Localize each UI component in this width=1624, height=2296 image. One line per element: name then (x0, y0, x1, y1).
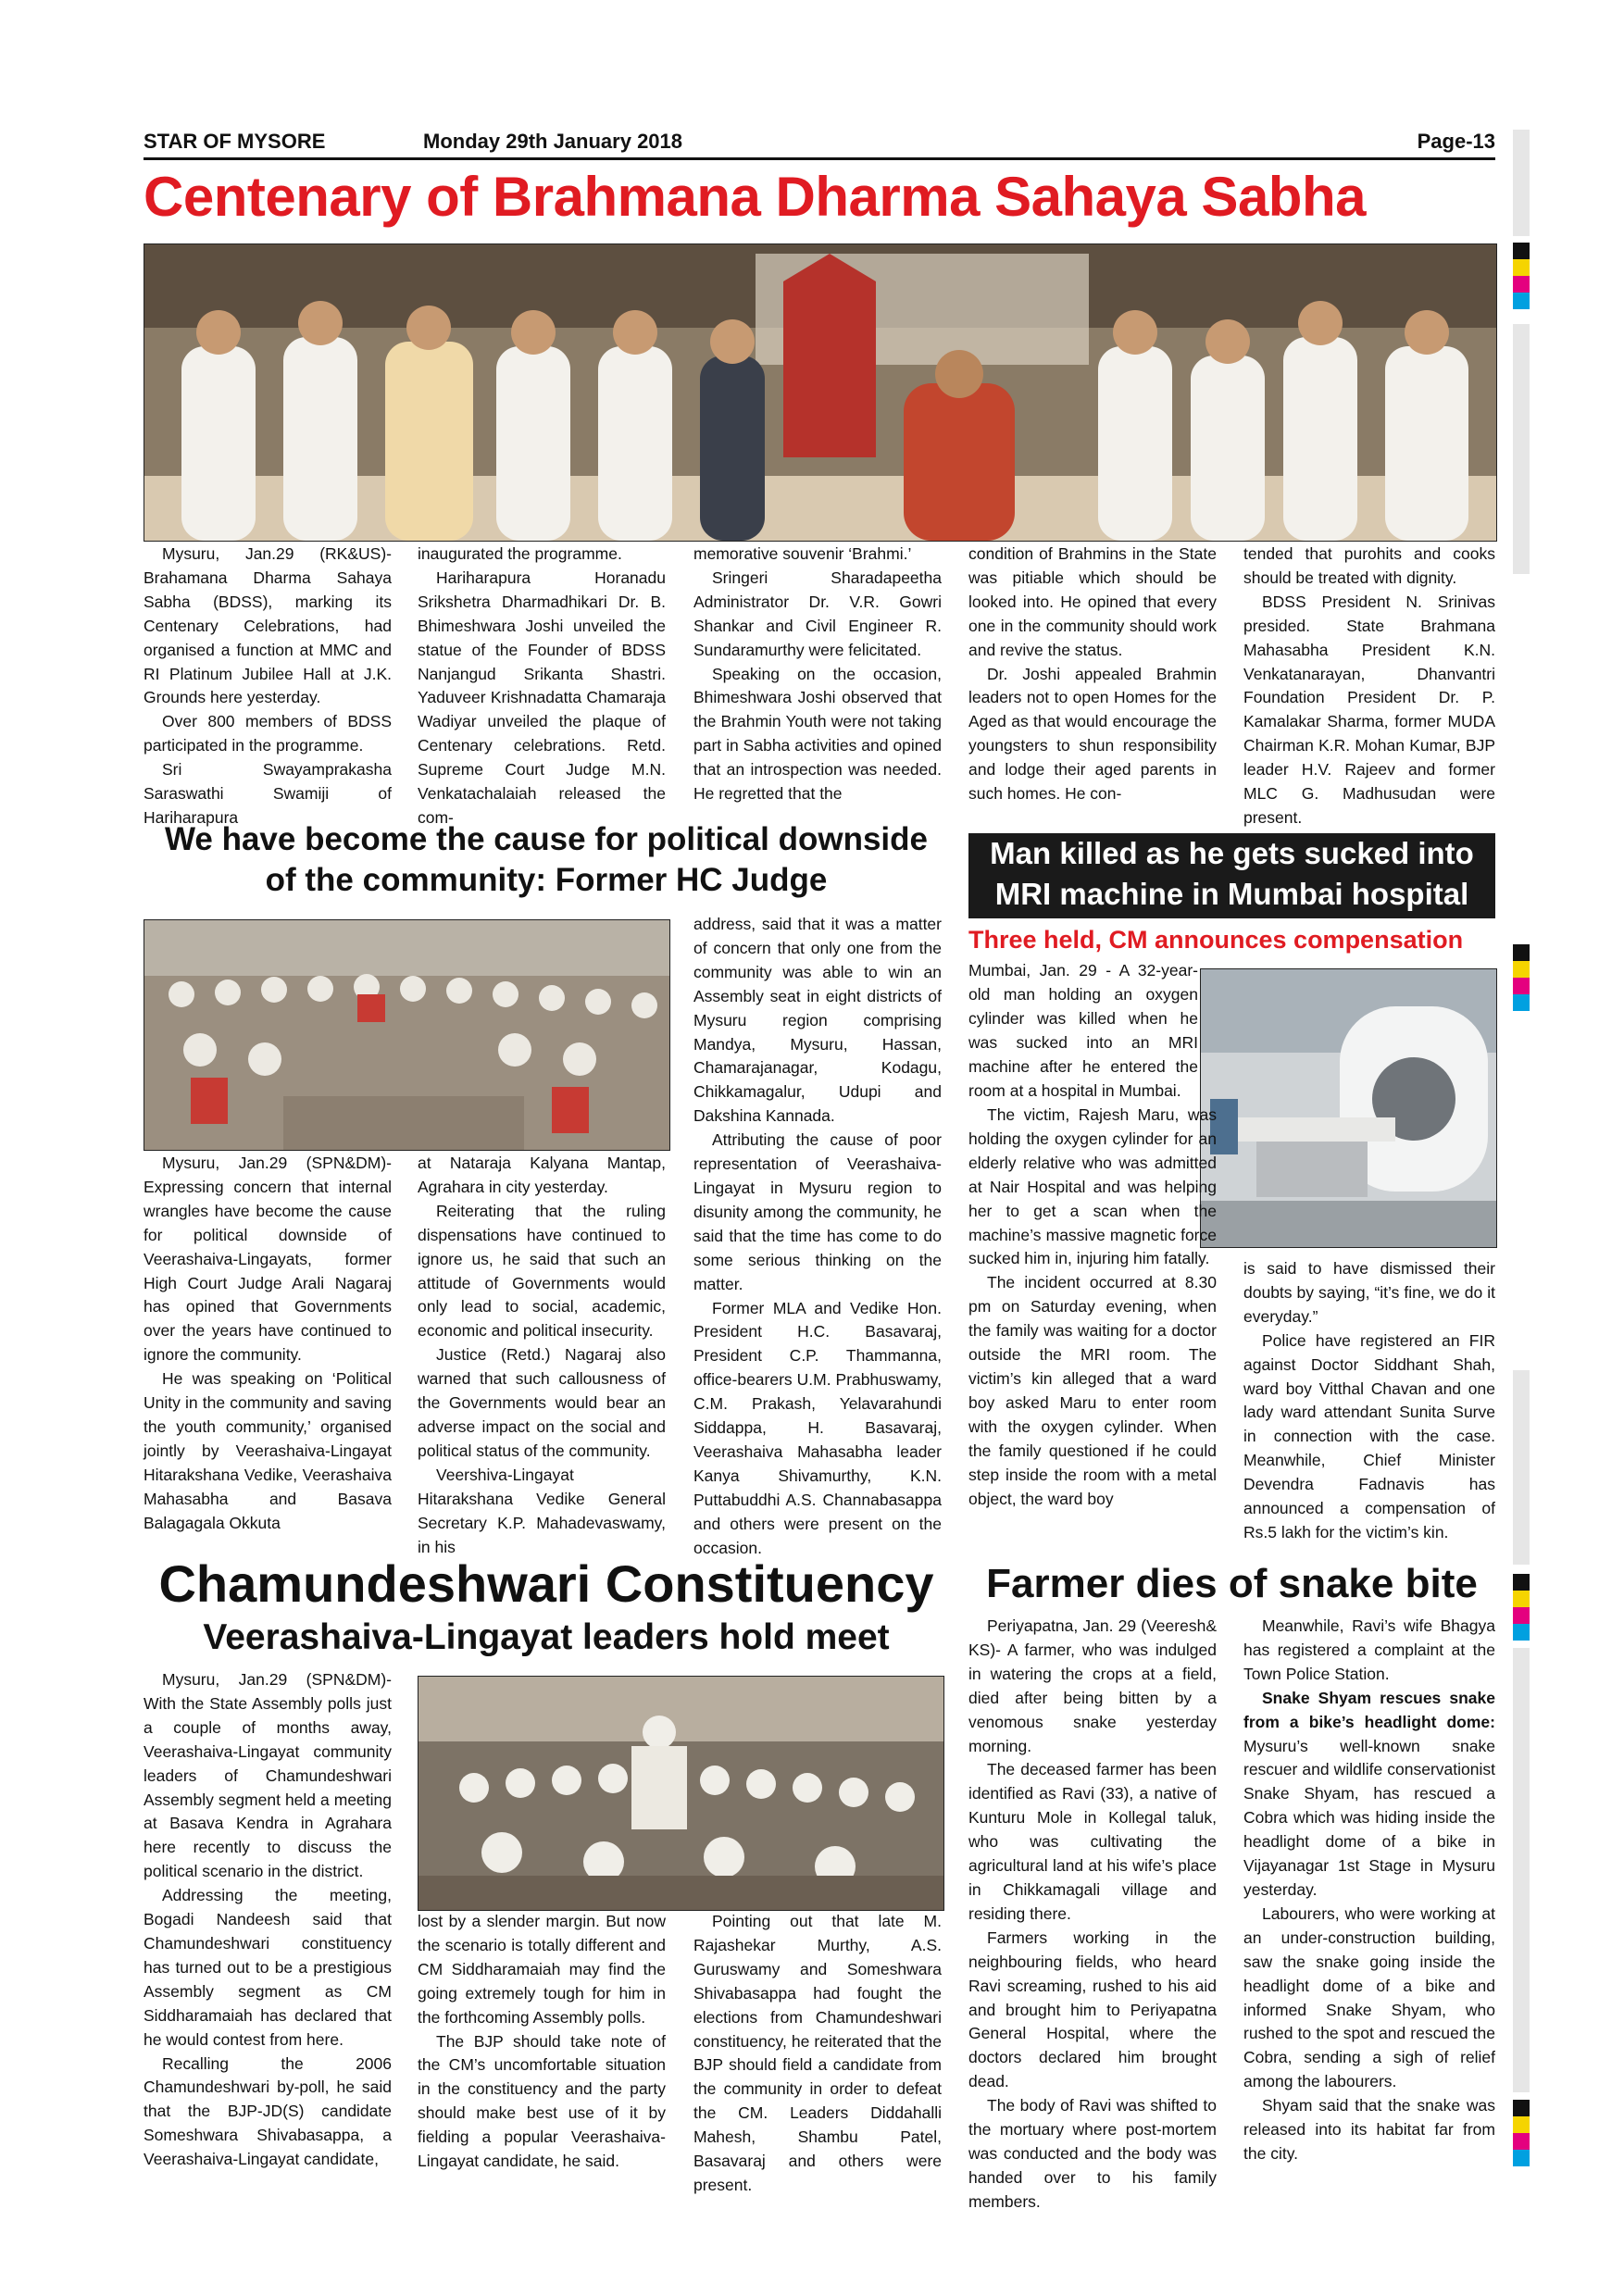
mri-machine-photo (1200, 968, 1497, 1248)
story5-p: Shyam said that the snake was released into its habitat far from the city. (1243, 2096, 1495, 2163)
story3-col2 (1243, 1257, 1495, 1545)
mri-photo-illustration (1201, 969, 1496, 1247)
masthead-rule (144, 157, 1495, 160)
story3-p: Mumbai, Jan. 29 - A 32-year-old man holding an oxygen cylinder was killed when he was sucked into an MRI machine after he entered the room at a hospital in Mumbai. (968, 961, 1198, 1100)
page-number: Page-13 (1417, 130, 1495, 153)
story1-headline: Centenary of Brahmana Dharma Sahaya Sabha (144, 166, 1366, 228)
masthead (144, 130, 1495, 157)
story5-p: Meanwhile, Ravi’s wife Bhagya has registered a complaint at the Town Police Station. (1243, 1616, 1495, 1683)
story3-col1 (968, 1104, 1217, 1511)
story3-p: The incident occurred at 8.30 pm on Saturday evening, when the family was waiting for a doctor outside the MRI room. The victim’s kin alleged that a ward boy asked Maru to enter room with the oxygen cylinder. When the family questioned if he could step inside the room with a metal object, the ward boy (968, 1273, 1217, 1508)
story2-p: He was speaking on ‘Political Unity in the community and saving the youth community,’ organised jointly by Veerashaiva-Lingayat Hitarakshana Vedike, Veerashaiva Mahasabha and Basava Balagagala Okkuta (144, 1369, 392, 1532)
story5-p: Periyapatna, Jan. 29 (Veeresh& KS)- A farmer, who was indulged in watering the crops at a field, died after being bitten by a venomous snake yesterday morning. (968, 1616, 1217, 1755)
story2-p: Mysuru, Jan.29 (SPN&DM)- Expressing concern that internal wrangles have become the cause for political downside of Veerashaiva-Lingayats, former High Court Judge Arali Nagaraj has opined that Governments over the years have continued to ignore the community. (144, 1154, 392, 1365)
cmyk-mark (1513, 2100, 1530, 2166)
story1-p: Speaking on the occasion, Bhimeshwara Joshi observed that the Brahmin Youth were not taking part in Sabha activities and opined that an introspection was needed. He regretted that the (693, 664, 942, 804)
story1-p: Hariharapura Horanadu Srikshetra Dharmadhikari Dr. B. Bhimeshwara Joshi unveiled the statue of the Founder of BDSS Nanjangud Srikanta Shastri. Yaduveer Krishnadatta Chamaraja Wadiyar unveiled the plaque of Centenary celebrations. Retd. Supreme Court Judge M.N. Venkatachalaiah released the com- (418, 568, 666, 827)
meeting-hall-photo (144, 919, 670, 1151)
cmyk-mark (1513, 1574, 1530, 1641)
story2-headline (144, 819, 949, 901)
story4-p: Recalling the 2006 Chamundeshwari by-poll, he said that the BJP-JD(S) candidate Someshwara Shivabasappa, a Veerashaiva-Lingayat candidate, (144, 2053, 392, 2169)
story4-p: lost by a slender margin. But now the scenario is totally different and CM Siddharamaiah may find the going extremely tough for him in the forthcoming Assembly polls. (418, 1912, 666, 2027)
story5-p: The deceased farmer has been identified as Ravi (33), a native of Kunturu Mole in Kollegal taluk, who was cultivating the agricultural land at his wife’s place in Chikkamagali village and residing there. (968, 1760, 1217, 1923)
story1-p: Sringeri Sharadapeetha Administrator Dr. V.R. Gowri Shankar and Civil Engineer R. Sundaramurthy were felicitated. (693, 568, 942, 659)
story5-p: Labourers, who were working at an under-construction building, saw the snake going inside the headlight dome of a bike and informed Snake Shyam, who rushed to the spot and rescued the Cobra, sending a sigh of relief among the labourers. (1243, 1903, 1495, 2091)
registration-bar-grey (1513, 130, 1530, 236)
story4-subhead: Veerashaiva-Lingayat leaders hold meet (203, 1617, 890, 1657)
leaders-meet-photo (418, 1676, 944, 1911)
meeting-photo-illustration (144, 920, 669, 1150)
story4-col2 (418, 1910, 666, 2174)
story1-col5 (1243, 543, 1495, 830)
story1-p: memorative souvenir ‘Brahmi.’ (693, 544, 912, 563)
story5-col2 (1243, 1615, 1495, 2166)
story3-p: The victim, Rajesh Maru, was holding the oxygen cylinder for an elderly relative who was admitted at Nair Hospital and was helping her to get a scan when the machine’s massive magnetic force sucked him in, injuring him fatally. (968, 1105, 1217, 1268)
story5-headline: Farmer dies of snake bite (986, 1561, 1478, 1606)
centenary-stage-photo (144, 243, 1497, 542)
story5-bold-lead: Snake Shyam rescues snake from a bike’s headlight dome: (1243, 1688, 1495, 1731)
story1-p: Over 800 members of BDSS participated in the programme. (144, 712, 392, 755)
story2-p: address, said that it was a matter of concern that only one from the community was able to win an Assembly seat in eight districts of Mysuru region comprising Mandya, Mysuru, Hassan, Chamarajanagar, Kodagu, Chikkamagalur, Udupi and Dakshina Kannada. (693, 915, 942, 1126)
story2-p: Justice (Retd.) Nagaraj also warned that such callousness of the Governments would bear an adverse impact on the social and political status of the community. (418, 1345, 666, 1460)
story1-p: Dr. Joshi appealed Brahmin leaders not to open Homes for the Aged as that would encourage the youngsters to shun responsibility and lodge their aged parents in such homes. He con- (968, 664, 1217, 804)
story1-col1 (144, 543, 392, 830)
story3-p: is said to have dismissed their doubts by saying, “it’s fine, we do it everyday.” (1243, 1259, 1495, 1326)
story2-headline-line1: We have become the cause for political downside (164, 821, 929, 857)
cmyk-mark (1513, 243, 1530, 309)
paper-name: STAR OF MYSORE (144, 130, 326, 153)
story2-headline-line2: of the community: Former HC Judge (265, 862, 828, 898)
story2-p: Attributing the cause of poor representation of Veerashaiva-Lingayat in Mysuru region to disunity among the community, he said that the time has come to do some serious thinking on the matter. (693, 1130, 942, 1293)
story2-col2 (418, 1152, 666, 1559)
story1-p: tended that purohits and cooks should be treated with dignity. (1243, 544, 1495, 587)
story4-col1 (144, 1668, 392, 2172)
story2-p: Veershiva-Lingayat Hitarakshana Vedike General Secretary K.P. Mahadevaswamy, in his (418, 1465, 666, 1556)
story1-p: inaugurated the programme. (418, 544, 622, 563)
story5-p: The body of Ravi was shifted to the mortuary where post-mortem was conducted and the body was handed over to his family members. (968, 2096, 1217, 2211)
story1-col4 (968, 543, 1217, 806)
story4-p: The BJP should take note of the CM’s uncomfortable situation in the constituency and the party should make best use of it by fielding a popular Veerashaiva-Lingayat candidate, he said. (418, 2031, 666, 2171)
story2-p: Reiterating that the ruling dispensations have continued to ignore us, he said that such an attitude of Governments would only lead to social, academic, economic and political insecurity. (418, 1201, 666, 1341)
story5-p (1243, 1687, 1495, 1903)
story2-p: Former MLA and Vedike Hon. President H.C. Basavaraj, President C.P. Thammanna, office-bearers U.M. Prabhuswamy, C.M. Prakash, Yelavarahundi Siddappa, H. Basavaraj, Veerashaiva Mahasabha leader Kanya Shivamurthy, K.N. Puttabuddhi A.S. Channabasappa and others were present on the occasion. (693, 1298, 942, 1557)
story2-col1 (144, 1152, 392, 1536)
registration-bar-grey (1513, 324, 1530, 574)
story2-p: at Nataraja Kalyana Mantap, Agrahara in city yesterday. (418, 1154, 666, 1196)
story1-p: BDSS President N. Srinivas presided. State Brahmana Mahasabha President K.N. Venkatanarayan, Dhanvantri Foundation President Dr. P. Kamalakar Sharma, former MUDA Chairman K.R. Mohan Kumar, BJP leader H.V. Rajeev and former MLC G. Madhusudan were present. (1243, 592, 1495, 827)
story3-p: Police have registered an FIR against Doctor Siddhant Shah, ward boy Vitthal Chavan and one lady ward attendant Sunita Surve in connection with the case. Meanwhile, Chief Minister Devendra Fadnavis has announced a compensation of Rs.5 lakh for the victim’s kin. (1243, 1330, 1495, 1541)
story4-p: Pointing out that late M. Rajashekar Murthy, A.S. Guruswamy and Someshwara Shivabasappa had fought the elections from Chamundeshwari constituency, he reiterated that the BJP should field a candidate from the community in order to defeat the CM. Leaders Diddahalli Mahesh, Shambu Patel, Basavaraj and others were present. (693, 1912, 942, 2194)
story3-headline: Man killed as he gets sucked into MRI machine in Mumbai hospital (968, 833, 1495, 918)
story1-p: Sri Swayamprakasha Saraswathi Swamiji of Hariharapura (144, 760, 392, 827)
story3-subhead: Three held, CM announces compensation (968, 926, 1464, 954)
registration-bar-grey (1513, 1648, 1530, 2092)
story3-col1-top (968, 959, 1198, 1103)
story1-p: Mysuru, Jan.29 (RK&US)- Brahamana Dharma Sahaya Sabha (BDSS), marking its Centenary Celebrations, had organised a function at MMC and RI Platinum Jubilee Hall at J.K. Grounds here yesterday. (144, 544, 392, 707)
story1-col2 (418, 543, 666, 830)
registration-bar-grey (1513, 1370, 1530, 1565)
story5-p: Farmers working in the neighbouring fields, who heard Ravi screaming, rushed to his aid and brought him to Periyapatna General Hospital, where the doctors declared him brought dead. (968, 1928, 1217, 2091)
story1-col3 (693, 543, 942, 806)
story1-p: condition of Brahmins in the State was pitiable which should be looked into. He opined that every one in the community should work and revive the status. (968, 544, 1217, 659)
story4-col3 (693, 1910, 942, 2198)
issue-date: Monday 29th January 2018 (423, 130, 683, 153)
story2-col3 (693, 913, 942, 1560)
story5-bold-rest: Mysuru’s well-known snake rescuer and wildlife conservationist Snake Shyam, has rescued a Cobra which was hiding inside the headlight dome of a bike in Vijayanagar 1st Stage in Mysuru yesterday. (1243, 1736, 1495, 1899)
story5-col1 (968, 1615, 1217, 2215)
story4-p: Addressing the meeting, Bogadi Nandeesh said that Chamundeshwari constituency has turned out to be a prestigious Assembly segment as CM Siddharamaiah has declared that he would contest from here. (144, 1886, 392, 2049)
stage-photo-illustration (144, 244, 1496, 541)
story4-p: Mysuru, Jan.29 (SPN&DM)- With the State Assembly polls just a couple of months away, Veerashaiva-Lingayat community leaders of Chamundeshwari Assembly segment held a meeting at Basava Kendra in Agrahara here recently to discuss the political scenario in the district. (144, 1670, 392, 1881)
leaders-photo-illustration (418, 1677, 943, 1910)
cmyk-mark (1513, 944, 1530, 1011)
story4-headline: Chamundeshwari Constituency (158, 1554, 934, 1613)
